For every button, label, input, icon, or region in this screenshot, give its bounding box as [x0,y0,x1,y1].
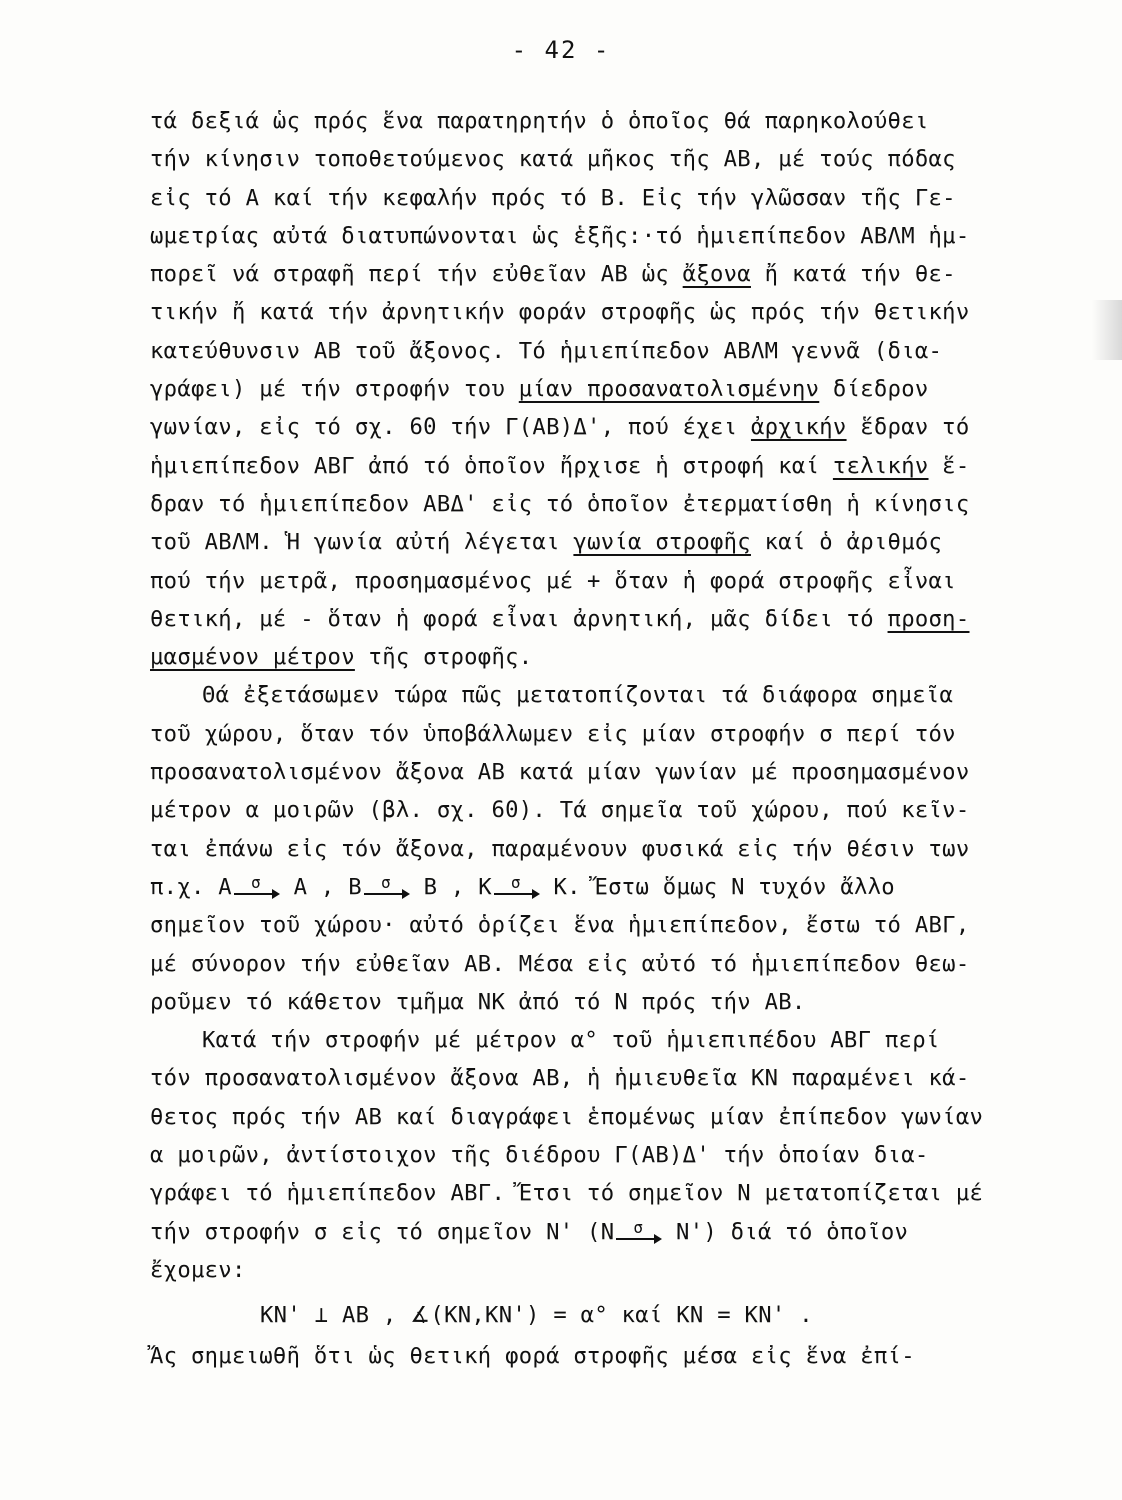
sigma-arrow-icon: σ [362,875,410,891]
text-span: τῆς στροφῆς. [354,644,533,671]
sigma-arrow-icon: σ [492,875,540,891]
text-line: Θά ἐξετάσωμεν τώρα πῶς μετατοπίζονται τά διάφορα σημεῖα [202,682,954,709]
underlined-term: προση- [887,605,970,632]
text-line: δραν τό ἡμιεπίπεδον ΑΒΔ' εἰς τό ὁποῖον ἐτερματίσθη ἡ κίνησις [150,490,970,517]
text-span: ἕ- [928,452,970,479]
text-line: εἰς τό Α καί τήν κεφαλήν πρός τό Β. Εἰς τήν γλῶσσαν τῆς Γε- [150,184,956,211]
body-text [150,102,1030,1376]
text-line: Κατά τήν στροφήν μέ μέτρον α° τοῦ ἡμιεπιπέδου ΑΒΓ περί [202,1027,940,1054]
text-line [150,255,1030,293]
text-line [150,600,1030,638]
underlined-term: τελικήν [832,452,929,479]
text-span: γράφει) μέ τήν στροφήν του [150,376,519,403]
formula-line: ΚΝ' ⊥ ΑΒ , ∡(ΚΝ,ΚΝ') = α° καί ΚΝ = ΚΝ' . [260,1302,813,1329]
text-span: καί ὁ ἀριθμός [750,529,943,556]
text-line [150,868,1030,906]
text-line: γράφει τό ἡμιεπίπεδον ΑΒΓ. Ἔτσι τό σημεῖον Ν μετατοπίζεται μέ [150,1180,984,1207]
text-line [150,638,1030,676]
text-span: ἤ κατά τήν θε- [750,261,956,288]
text-line: τικήν ἤ κατά τήν ἀρνητικήν φοράν στροφῆς ὡς πρός τήν θετικήν [150,299,970,326]
underlined-term: μασμένον μέτρον [150,644,355,671]
text-line: θετος πρός τήν ΑΒ καί διαγράφει ἑπομένως μίαν ἐπίπεδον γωνίαν [150,1103,984,1130]
underlined-term: γωνία στροφῆς [573,529,751,556]
text-line [150,408,1030,446]
text-line: τήν κίνησιν τοποθετούμενος κατά μῆκος τῆς ΑΒ, μέ τούς πόδας [150,146,956,173]
text-line: Ἄς σημειωθῆ ὅτι ὡς θετική φορά στροφῆς μέσα εἰς ἕνα ἐπί- [150,1343,915,1370]
page-number: - 42 - [511,36,611,64]
text-span: πορεῖ νά στραφῆ περί τήν εὐθεῖαν ΑΒ ὡς [150,261,683,288]
text-line: α μοιρῶν, ἀντίστοιχον τῆς διέδρου Γ(ΑΒ)Δ' τήν ὁποίαν δια- [150,1142,929,1169]
text-line [150,523,1030,561]
text-line: προσανατολισμένον ἄξονα ΑΒ κατά μίαν γωνίαν μέ προσημασμένον [150,759,970,786]
underlined-term: ἄξονα [682,261,751,288]
text-line: πού τήν μετρᾶ, προσημασμένος μέ + ὅταν ἡ φορά στροφῆς εἶναι [150,567,956,594]
text-line: ροῦμεν τό κάθετον τμῆμα ΝΚ ἀπό τό Ν πρός τήν ΑΒ. [150,988,806,1015]
scan-edge-shadow [1092,300,1122,360]
text-line: τά δεξιά ὡς πρός ἕνα παρατηρητήν ὁ ὁποῖος θά παρηκολούθει [150,108,929,134]
text-span: δίεδρον [819,376,929,403]
underlined-term: μίαν προσανατολισμένην [518,376,820,403]
text-line [150,370,1030,408]
text-line: ἔχομεν: [150,1256,246,1283]
text-span: γωνίαν, εἰς τό σχ. 60 τήν Γ(ΑΒ)Δ', πού έχει [150,414,751,441]
text-span: Α , Β [279,873,362,900]
text-line: ωμετρίας αὐτά διατυπώνονται ὡς ἑξῆς:·τό ἡμιεπίπεδον ΑΒΛΜ ἡμ- [150,222,970,249]
text-line [150,1213,1030,1251]
text-span: Β , Κ [409,873,492,900]
text-span: Ν') διά τό ὁποῖον [662,1218,909,1245]
text-span: π.χ. Α [150,873,232,900]
text-line [150,447,1030,485]
text-line: σημεῖον τοῦ χώρου· αὐτό ὁρίζει ἕνα ἡμιεπίπεδον, ἔστω τό ΑΒΓ, [150,912,970,939]
sigma-arrow-icon: σ [614,1220,662,1236]
text-span: ἡμιεπίπεδον ΑΒΓ ἀπό τό ὁποῖον ἤρχισε ἡ στροφή καί [150,452,833,479]
text-line: τοῦ χώρου, ὅταν τόν ὑποβάλλωμεν εἰς μίαν στροφήν σ περί τόν [150,720,956,747]
text-span: ἕδραν τό [846,414,970,441]
text-span: τοῦ ΑΒΛΜ. Ἡ γωνία αὐτή λέγεται [150,529,574,556]
text-span: Κ. Ἔστω ὅμως Ν τυχόν ἄλλο [539,873,895,900]
underlined-term: ἀρχικήν [750,414,847,441]
text-line: τόν προσανατολισμένον ἄξονα ΑΒ, ἡ ἡμιευθεῖα ΚΝ παραμένει κά- [150,1065,970,1092]
sigma-arrow-icon: σ [232,875,280,891]
text-line: μέτρον α μοιρῶν (βλ. σχ. 60). Τά σημεῖα τοῦ χώρου, πού κεῖν- [150,797,970,824]
text-span: τήν στροφήν σ εἰς τό σημεῖον Ν' (Ν [150,1218,615,1245]
text-line: μέ σύνορον τήν εὐθεῖαν ΑΒ. Μέσα εἰς αὐτό τό ἡμιεπίπεδον θεω- [150,950,970,977]
text-line: ται ἐπάνω εἰς τόν ἄξονα, παραμένουν φυσικά εἰς τήν θέσιν των [150,835,970,862]
text-span: θετική, μέ - ὅταν ἡ φορά εἶναι ἀρνητική, μᾶς δίδει τό [150,605,888,632]
text-line: κατεύθυνσιν ΑΒ τοῦ ἄξονος. Τό ἡμιεπίπεδον ΑΒΛΜ γεννᾶ (δια- [150,337,943,364]
